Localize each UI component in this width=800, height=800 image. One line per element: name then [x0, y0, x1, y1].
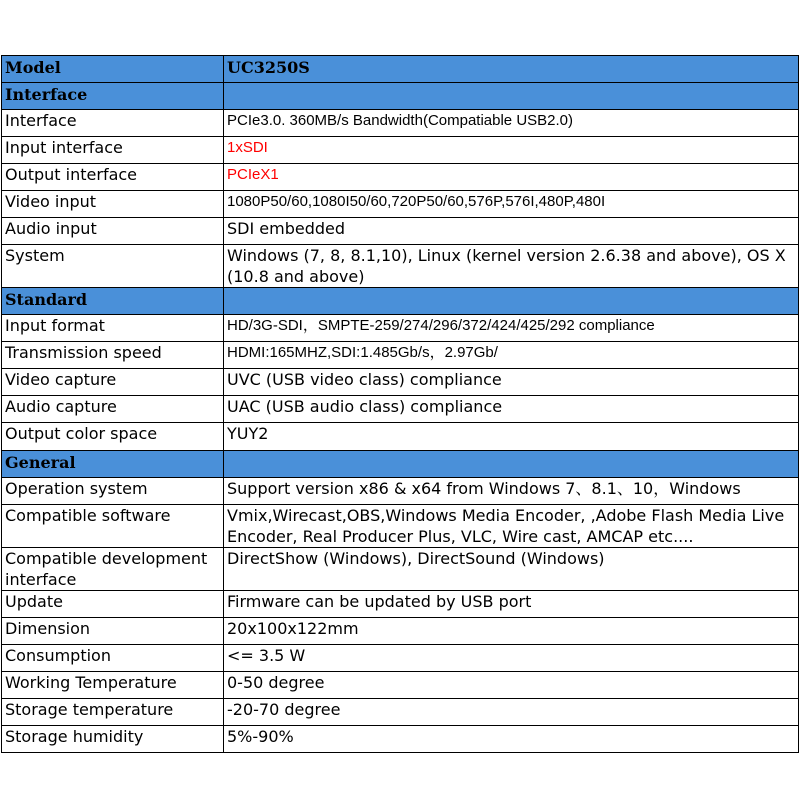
row-label: Update [2, 591, 224, 618]
model-label: Model [2, 56, 224, 83]
table-row [2, 591, 799, 618]
table-row [2, 699, 799, 726]
table-row [2, 548, 799, 591]
row-label: Operation system [2, 478, 224, 505]
table-row [2, 110, 799, 137]
table-row [2, 478, 799, 505]
table-row [2, 672, 799, 699]
table-row [2, 505, 799, 548]
row-label: System [2, 245, 224, 288]
row-label: Dimension [2, 618, 224, 645]
section-header-interface [2, 83, 799, 110]
row-value: UVC (USB video class) compliance [224, 369, 799, 396]
row-label: Storage humidity [2, 726, 224, 753]
table-row [2, 218, 799, 245]
table-row [2, 137, 799, 164]
row-value: Firmware can be updated by USB port [224, 591, 799, 618]
table-row [2, 396, 799, 423]
row-label: Working Temperature [2, 672, 224, 699]
section-title: General [2, 451, 224, 478]
row-value: 0-50 degree [224, 672, 799, 699]
table-row [2, 191, 799, 218]
model-value: UC3250S [224, 56, 799, 83]
spec-table [1, 55, 799, 753]
row-value: Windows (7, 8, 8.1,10), Linux (kernel version 2.6.38 and above), OS X (10.8 and above) [224, 245, 799, 288]
table-row [2, 164, 799, 191]
row-label: Consumption [2, 645, 224, 672]
row-label: Video input [2, 191, 224, 218]
section-title: Interface [2, 83, 224, 110]
row-value: <= 3.5 W [224, 645, 799, 672]
table-row [2, 726, 799, 753]
row-value: HD/3G-SDI，SMPTE-259/274/296/372/424/425/292 compliance [224, 315, 799, 342]
row-label: Transmission speed [2, 342, 224, 369]
row-label: Compatible software [2, 505, 224, 548]
row-label: Audio input [2, 218, 224, 245]
table-row [2, 245, 799, 288]
row-value: Vmix,Wirecast,OBS,Windows Media Encoder, ,Adobe Flash Media Live Encoder, Real Producer Plus, VLC, Wire cast, AMCAP etc.... [224, 505, 799, 548]
table-row [2, 315, 799, 342]
row-value: PCIe3.0. 360MB/s Bandwidth(Compatiable USB2.0) [224, 110, 799, 137]
row-label: Video capture [2, 369, 224, 396]
row-value: Support version x86 & x64 from Windows 7、8.1、10，Windows [224, 478, 799, 505]
row-label: Audio capture [2, 396, 224, 423]
section-header-general [2, 451, 799, 478]
table-row [2, 423, 799, 451]
row-label: Output interface [2, 164, 224, 191]
section-header-blank [224, 83, 799, 110]
row-value: 1080P50/60,1080I50/60,720P50/60,576P,576I,480P,480I [224, 191, 799, 218]
section-header-blank [224, 288, 799, 315]
section-header-blank [224, 451, 799, 478]
row-value: PCIeX1 [224, 164, 799, 191]
row-label: Compatible development interface [2, 548, 224, 591]
table-row [2, 369, 799, 396]
row-value: 20x100x122mm [224, 618, 799, 645]
section-header-standard [2, 288, 799, 315]
row-value: 1xSDI [224, 137, 799, 164]
row-value: DirectShow (Windows), DirectSound (Windows) [224, 548, 799, 591]
row-value: YUY2 [224, 423, 799, 451]
row-value: SDI embedded [224, 218, 799, 245]
row-value: -20-70 degree [224, 699, 799, 726]
table-row [2, 645, 799, 672]
row-label: Storage temperature [2, 699, 224, 726]
row-label: Output color space [2, 423, 224, 451]
row-label: Input interface [2, 137, 224, 164]
table-row [2, 342, 799, 369]
model-row [2, 56, 799, 83]
section-title: Standard [2, 288, 224, 315]
table-row [2, 618, 799, 645]
row-label: Interface [2, 110, 224, 137]
row-label: Input format [2, 315, 224, 342]
row-value: 5%-90% [224, 726, 799, 753]
row-value: UAC (USB audio class) compliance [224, 396, 799, 423]
row-value: HDMI:165MHZ,SDI:1.485Gb/s，2.97Gb/ [224, 342, 799, 369]
